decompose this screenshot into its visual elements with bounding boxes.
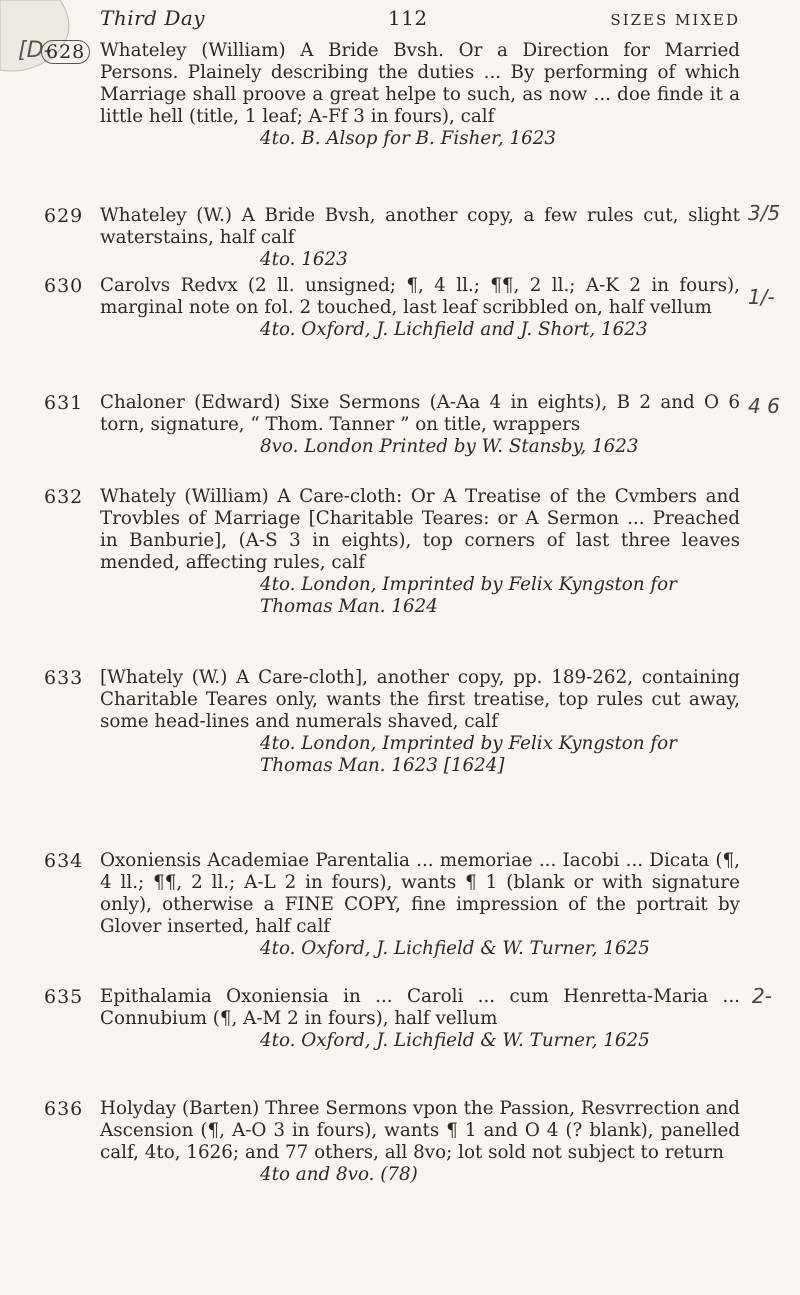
- price-annotation: 1/-: [748, 285, 775, 309]
- lot-text: Whateley (William) A Bride Bvsh. Or a Direction for Married Persons. Plainely describing the duties ... By performing of which Marriage shall proove a great helpe to such, as now ... doe finde it a little hell (title, 1 leaf; A-Ff 3 in fours), calf: [100, 40, 740, 127]
- lot-imprint: 4to. 1623: [260, 249, 348, 270]
- lot-text: Epithalamia Oxoniensia in ... Caroli ... cum Henretta-Maria ... Connubium (¶, A-M 2 in fours), half vellum: [100, 986, 740, 1029]
- lot-text: Holyday (Barten) Three Sermons vpon the Passion, Resvrrection and Ascension (¶, A-O 3 in fours), wants ¶ 1 and O 4 (? blank), panelled calf, 4to, 1626; and 77 others, all 8vo; lot sold not subject to return: [100, 1098, 740, 1163]
- pencil-scribble: [D-: [18, 38, 52, 63]
- lot-description: [100, 40, 740, 150]
- lot-description: [100, 275, 740, 341]
- lot-number: 634: [44, 850, 84, 872]
- lot-number: 632: [44, 486, 84, 508]
- lot-number: 629: [44, 205, 84, 227]
- lot-text: Whateley (W.) A Bride Bvsh, another copy, a few rules cut, slight waterstains, half calf: [100, 205, 740, 248]
- price-annotation: 4 6: [748, 394, 780, 418]
- lot-imprint: 4to. London, Imprinted by Felix Kyngston for Thomas Man. 1623 [1624]: [260, 733, 677, 776]
- lot-imprint: 4to. Oxford, J. Lichfield and J. Short, 1623: [260, 319, 648, 340]
- lot-number: 633: [44, 667, 84, 689]
- lot-number: 635: [44, 986, 84, 1008]
- page-header: [100, 6, 740, 30]
- lot-description: [100, 205, 740, 271]
- lot-imprint: 4to. B. Alsop for B. Fisher, 1623: [260, 128, 557, 149]
- lot-description: [100, 667, 740, 777]
- lot-number: 628: [41, 40, 90, 64]
- price-annotation: 3/5: [748, 201, 781, 225]
- lot-text: Whately (William) A Care-cloth: Or A Treatise of the Cvmbers and Trovbles of Marriage [Charitable Teares: or A Sermon ... Preached in Banburie], (A-S 3 in eights), top corners of last three leaves mended, affecting rules, calf: [100, 486, 740, 573]
- lot-imprint: 8vo. London Printed by W. Stansby, 1623: [260, 436, 639, 457]
- lot-text: Oxoniensis Academiae Parentalia ... memoriae ... Iacobi ... Dicata (¶, 4 ll.; ¶¶, 2 ll.; A-L 2 in fours), wants ¶ 1 (blank or with signature only), otherwise a FINE COPY, fine impression of the portrait by Glover inserted, half calf: [100, 850, 740, 937]
- lot-imprint: 4to and 8vo. (78): [260, 1164, 418, 1185]
- lot-description: [100, 392, 740, 458]
- lot-text: [Whately (W.) A Care-cloth], another copy, pp. 189-262, containing Charitable Teares only, wants the first treatise, top rules cut away, some head-lines and numerals shaved, calf: [100, 667, 740, 732]
- header-sale-day: Third Day: [100, 6, 206, 30]
- header-section: SIZES MIXED: [610, 11, 740, 29]
- lot-description: [100, 486, 740, 618]
- lot-number: 630: [44, 275, 84, 297]
- page-number: 112: [387, 6, 428, 30]
- lot-imprint: 4to. London, Imprinted by Felix Kyngston for Thomas Man. 1624: [260, 574, 677, 617]
- lot-description: [100, 986, 740, 1052]
- lot-imprint: 4to. Oxford, J. Lichfield & W. Turner, 1625: [260, 938, 650, 959]
- lot-text: Chaloner (Edward) Sixe Sermons (A-Aa 4 in eights), B 2 and O 6 torn, signature, “ Thom. Tanner ” on title, wrappers: [100, 392, 740, 435]
- lot-description: [100, 850, 740, 960]
- lot-number: 631: [44, 392, 84, 414]
- lot-number: 636: [44, 1098, 84, 1120]
- lot-description: [100, 1098, 740, 1186]
- lot-text: Carolvs Redvx (2 ll. unsigned; ¶, 4 ll.; ¶¶, 2 ll.; A-K 2 in fours), marginal note on fol. 2 touched, last leaf scribbled on, half vellum: [100, 275, 740, 318]
- lot-imprint: 4to. Oxford, J. Lichfield & W. Turner, 1625: [260, 1030, 650, 1051]
- price-annotation: 2-: [752, 984, 772, 1008]
